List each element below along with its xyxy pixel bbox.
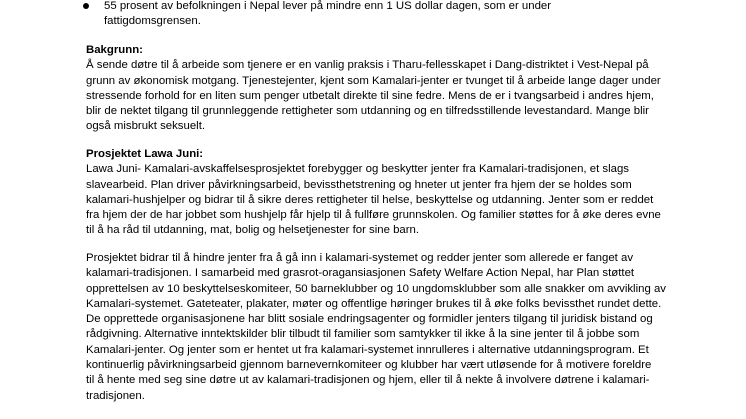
bullet-line-2: fattigdomsgrensen. xyxy=(104,15,201,28)
background-section xyxy=(86,43,686,135)
paragraph-line: kontinuerlig påvirkningsarbeid gjennom barnevernkomiteer og klubber har vært utløsende for å motivere foreldre xyxy=(86,359,652,372)
bullet-item xyxy=(104,0,664,30)
paragraph-line: til å hente med seg sine døtre ut av kalamari-tradisjonen og hjem, eller til å nekte å involvere døtrene i kalamari- xyxy=(86,374,650,387)
prevention-paragraph xyxy=(86,251,686,404)
paragraph-line: Lawa Juni- Kamalari-avskaffelsesprosjektet forebygger og beskytter jenter fra Kamalari-tradisjonen, et slags xyxy=(86,163,630,176)
paragraph-line: grunn av økonomisk motgang. Tjenestejenter, kjent som Kamalari-jenter er tvunget til å arbeide lange dager under xyxy=(86,74,661,87)
paragraph-line: Å sende døtre til å arbeide som tjenere er en vanlig praksis i Tharu-fellesskapet i Dang-distriktet i Vest-Nepal på xyxy=(86,59,649,72)
background-heading: Bakgrunn: xyxy=(86,44,143,56)
paragraph-line: De opprettede organisasjonene har blitt sosiale endringsagenter og formidler jenters tilgang til juridisk bistand og xyxy=(86,313,653,326)
paragraph-line: Kamalari-systemet. Gateteater, plakater, møter og offentlige høringer brukes til å øke folks bevissthet rundet dette. xyxy=(86,297,662,310)
bullet-line-1: 55 prosent av befolkningen i Nepal lever på mindre enn 1 US dollar dagen, som er under xyxy=(104,0,552,12)
paragraph-line: tradisjonen. xyxy=(86,389,145,402)
paragraph-line: Prosjektet bidrar til å hindre jenter fra å gå inn i kalamari-systemet og redder jenter som allerede er fanget av xyxy=(86,252,634,264)
project-section xyxy=(86,147,686,239)
paragraph-line: stressende forhold for en liten sum penger utbetalt direkte til sine fedre. Mens de er i tvangsarbeid i andres hjem, xyxy=(86,89,654,102)
paragraph-line: opprettelsen av 10 beskyttelseskomiteer, 50 barneklubber og 10 ungdomsklubber som alle snakker om avvikling av xyxy=(86,282,666,295)
paragraph-line: også misbrukt seksuelt. xyxy=(86,120,206,133)
paragraph-line: rådgivning. Alternative inntektskilder blir tilbudt til familier som samtykker til ikke å la sine jenter til å jobbe som xyxy=(86,328,640,341)
paragraph-line: kalamari-tradisjonen. I samarbeid med grasrot-oragansiasjonen Safety Welfare Action Nepal, har Plan støttet xyxy=(86,267,635,280)
paragraph-line: blir de nektet tilgang til grunnleggende rettigheter som utdanning og en tilfredsstillende levestandard. Mange blir xyxy=(86,105,649,118)
project-heading: Prosjektet Lawa Juni: xyxy=(86,148,204,160)
paragraph-line: Kamalari-jenter. Og jenter som er hentet ut fra kalamari-systemet innrulleres i alternative utdanningsprogram. Et xyxy=(86,343,649,356)
paragraph-line: fra hjem der de har jobbet som hushjelp får hjelp til å fullføre grunnskolen. Og familier støttes for å øke deres evne xyxy=(86,209,661,222)
paragraph-line: slavearbeid. Plan driver påvirkningsarbeid, bevissthetstrening og hneter ut jenter fra hjem der se holdes som xyxy=(86,178,632,191)
paragraph-line: til å ha råd til utdanning, mat, bolig og helsetjenester for sine barn. xyxy=(86,224,420,237)
paragraph-line: kalamari-hushjelper og bidrar til å sikre deres rettigheter til helse, beskyttelse og utdanning. Jenter som er reddet xyxy=(86,193,654,206)
bullet-dot-icon xyxy=(83,3,89,9)
